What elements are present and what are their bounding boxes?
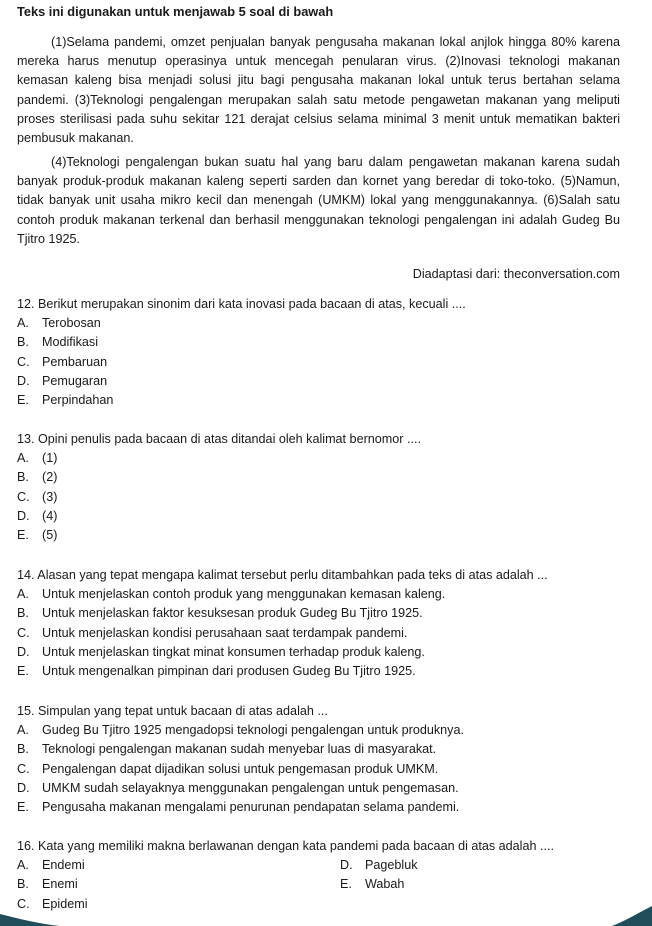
question-12 [17, 295, 637, 410]
option-text: Enemi [42, 877, 78, 892]
answer-option[interactable] [17, 643, 637, 662]
option-label: B. [17, 470, 29, 485]
passage-paragraph-1: (1)Selama pandemi, omzet penjualan banyak pengusaha makanan lokal anjlok hingga 80% karena mereka harus menutup operasinya untuk mencegah penularan virus. (2)Inovasi teknologi makanan kemasan kaleng bisa menjadi solusi jitu bagi pengusaha makanan lokal untuk terus bertahan selama pandemi. (3)Teknologi pengalengan merupakan salah satu metode pengawetan makanan yang meliputi proses sterilisasi pada suhu sekitar 121 derajat celsius selama minimal 3 menit untuk mematikan bakteri pembusuk makanan. [17, 35, 620, 146]
question-16 [17, 837, 637, 914]
option-text: (4) [42, 508, 58, 523]
option-text: (2) [42, 470, 58, 485]
question-stem: 13. Opini penulis pada bacaan di atas ditandai oleh kalimat bernomor .... [17, 432, 421, 446]
decorative-wave-right [612, 906, 652, 926]
answer-option[interactable] [17, 333, 637, 352]
option-text: (1) [42, 451, 58, 466]
option-label: B. [17, 742, 29, 757]
answer-option[interactable] [17, 760, 637, 779]
option-label: E. [17, 800, 29, 815]
answer-option[interactable] [340, 875, 620, 894]
option-text: Untuk menjelaskan kondisi perusahaan saat terdampak pandemi. [42, 625, 408, 640]
answer-option[interactable] [17, 721, 637, 740]
answer-option[interactable] [17, 314, 637, 333]
option-text: Untuk mengenalkan pimpinan dari produsen Gudeg Bu Tjitro 1925. [42, 664, 416, 679]
option-text: Pagebluk [365, 858, 418, 873]
option-label: A. [17, 858, 29, 873]
question-stem: 16. Kata yang memiliki makna berlawanan dengan kata pandemi pada bacaan di atas adalah .... [17, 839, 554, 853]
question-13 [17, 430, 637, 545]
question-stem: 15. Simpulan yang tepat untuk bacaan di atas adalah ... [17, 704, 328, 718]
passage-paragraph-2: (4)Teknologi pengalengan bukan suatu hal yang baru dalam pengawetan makanan karena sudah banyak produk-produk makanan kaleng seperti sarden dan kornet yang beredar di toko-toko. (5)Namun, tidak banyak unit usaha mikro kecil dan menengah (UMKM) lokal yang menggunakannya. (6)Salah satu contoh produk makanan terkenal dan berhasil menggunakan teknologi pengalengan ini adalah Gudeg Bu Tjitro 1925. [17, 155, 620, 246]
question-stem: 14. Alasan yang tepat mengapa kalimat tersebut perlu ditambahkan pada teks di atas adalah ... [17, 568, 548, 582]
option-label: C. [17, 354, 30, 369]
option-label: E. [340, 877, 352, 892]
question-stem: 12. Berikut merupakan sinonim dari kata inovasi pada bacaan di atas, kecuali .... [17, 297, 466, 311]
option-label: D. [17, 644, 30, 659]
question-14 [17, 566, 637, 681]
option-text: Wabah [365, 877, 405, 892]
answer-option[interactable] [17, 779, 637, 798]
option-label: C. [17, 896, 30, 911]
answer-option[interactable] [17, 468, 637, 487]
option-label: B. [17, 606, 29, 621]
option-text: Untuk menjelaskan contoh produk yang menggunakan kemasan kaleng. [42, 587, 446, 602]
option-text: Perpindahan [42, 393, 114, 408]
option-text: Modifikasi [42, 335, 98, 350]
answer-option[interactable] [17, 372, 637, 391]
option-text: UMKM sudah selayaknya menggunakan pengalengan untuk pengemasan. [42, 780, 459, 795]
option-text: Untuk menjelaskan faktor kesuksesan produk Gudeg Bu Tjitro 1925. [42, 606, 423, 621]
option-text: (3) [42, 489, 58, 504]
option-text: Untuk menjelaskan tingkat minat konsumen terhadap produk kaleng. [42, 644, 425, 659]
answer-option[interactable] [17, 624, 637, 643]
option-text: Pemugaran [42, 373, 108, 388]
source-citation: Diadaptasi dari: theconversation.com [412, 267, 620, 281]
answer-option[interactable] [17, 488, 637, 507]
answer-option[interactable] [17, 353, 637, 372]
option-text: Epidemi [42, 896, 88, 911]
option-text: Terobosan [42, 316, 101, 331]
option-text: Pembaruan [42, 354, 108, 369]
answer-option[interactable] [17, 391, 637, 410]
option-label: A. [17, 723, 29, 738]
answer-option[interactable] [17, 604, 637, 623]
answer-option[interactable] [17, 585, 637, 604]
option-label: E. [17, 664, 29, 679]
answer-option[interactable] [17, 856, 340, 875]
option-label: D. [17, 780, 30, 795]
option-label: A. [17, 451, 29, 466]
option-label: A. [17, 587, 29, 602]
option-label: E. [17, 528, 29, 543]
answer-option[interactable] [340, 856, 620, 875]
option-label: C. [17, 625, 30, 640]
option-text: Gudeg Bu Tjitro 1925 mengadopsi teknologi pengalengan untuk produknya. [42, 723, 464, 738]
option-label: A. [17, 316, 29, 331]
option-label: D. [340, 858, 353, 873]
option-label: C. [17, 761, 30, 776]
option-label: E. [17, 393, 29, 408]
answer-option[interactable] [17, 662, 637, 681]
question-15 [17, 702, 637, 817]
answer-option[interactable] [17, 507, 637, 526]
answer-option[interactable] [17, 449, 637, 468]
option-label: D. [17, 508, 30, 523]
options-grid [17, 856, 637, 914]
option-label: D. [17, 373, 30, 388]
answer-option[interactable] [17, 875, 340, 894]
answer-option[interactable] [17, 526, 637, 545]
answer-option[interactable] [17, 895, 340, 914]
option-text: Pengalengan dapat dijadikan solusi untuk pengemasan produk UMKM. [42, 761, 439, 776]
passage-heading: Teks ini digunakan untuk menjawab 5 soal di bawah [17, 4, 334, 19]
option-text: Endemi [42, 858, 85, 873]
option-label: B. [17, 877, 29, 892]
option-text: Pengusaha makanan mengalami penurunan pendapatan selama pandemi. [42, 800, 460, 815]
answer-option[interactable] [17, 798, 637, 817]
option-text: (5) [42, 528, 58, 543]
option-label: C. [17, 489, 30, 504]
option-label: B. [17, 335, 29, 350]
option-text: Teknologi pengalengan makanan sudah menyebar luas di masyarakat. [42, 742, 437, 757]
answer-option[interactable] [17, 740, 637, 759]
decorative-wave-left [0, 914, 60, 926]
